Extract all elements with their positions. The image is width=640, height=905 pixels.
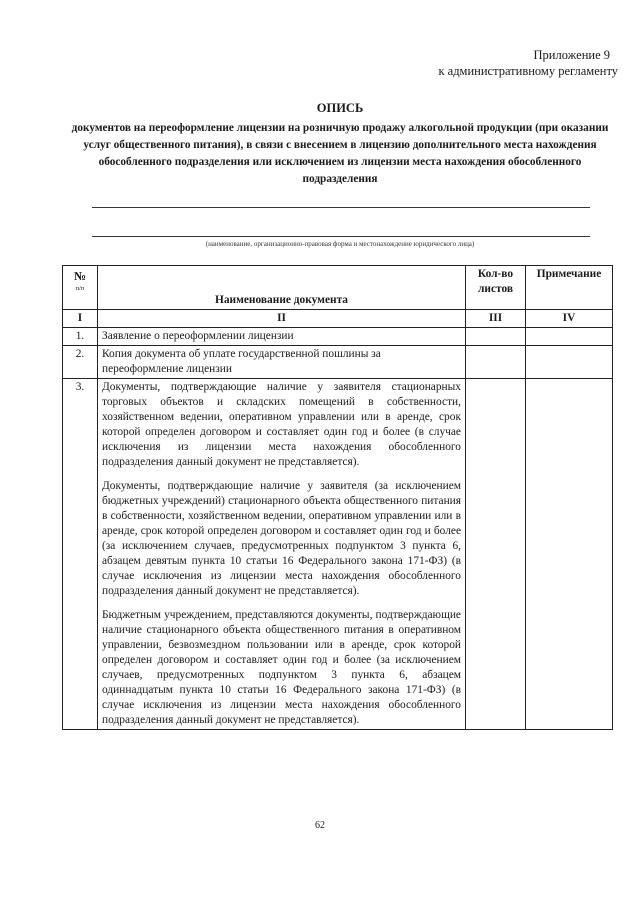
applicant-caption: (наименование, организационно-правовая форма и местонахождение юридического лица) [205, 240, 475, 248]
table-header-row [63, 266, 613, 310]
header-note: Примечание [526, 266, 613, 310]
header-document-name: Наименование документа [98, 266, 466, 310]
header-number-sub: п/п [75, 285, 85, 292]
row-note[interactable] [526, 346, 613, 379]
row-document-name [98, 346, 466, 379]
roman-col-3: III [466, 310, 526, 328]
roman-col-4: IV [526, 310, 613, 328]
header-sheet-count: Кол-во листов [466, 266, 526, 310]
row-paragraph: Бюджетным учреждением, представляются документы, подтверждающие наличие стационарного объекта общественного питания в оперативном управлении, безвозмездном пользовании или в аренде, срок которой определен договором и составляет один год и более (за исключением случаев, предусмотренных подпунктом 3 пункта 6, абзацем одиннадцатым пункта 10 статьи 16 Федерального закона 171-ФЗ) (в случае исключения из лицензии места нахождения обособленного подразделения данный документ не представляется). [102, 609, 461, 726]
table-row [63, 346, 613, 379]
appendix-line-2: к административному регламенту [438, 64, 618, 78]
row-sheet-count[interactable] [466, 379, 526, 730]
document-subtitle: документов на переоформление лицензии на розничную продажу алкогольной продукции (при оказании услуг общественного питания), в связи с внесением в лицензию дополнительного места нахождения обособленного подразделения или исключением из лицензии места нахождения обособленного подразделения [71, 122, 609, 185]
appendix-line-1: Приложение 9 [533, 48, 610, 62]
row-paragraph: Документы, подтверждающие наличие у заявителя (за исключением бюджетных учреждений) стационарного объекта общественного питания в собственности, хозяйственном ведении, оперативном управлении или в аренде, срок которой определен договором и составляет один год и более (за исключением случаев, предусмотренных подпунктом 3 пункта 6, абзацем девятым пункта 10 статьи 16 Федерального закона 171-ФЗ) (в случае исключения из лицензии места нахождения обособленного подразделения данный документ не представляется). [102, 480, 461, 597]
row-number: 2. [63, 346, 98, 379]
row-sheet-count[interactable] [466, 346, 526, 379]
header-number [63, 266, 98, 310]
row-paragraph: Документы, подтверждающие наличие у заявителя стационарных торговых объектов и складских помещений в собственности, хозяйственном ведении, оперативном управлении или в аренде, срок которой определен договором и составляет один год и более (в случае исключения из лицензии места нахождения обособленного подразделения данный документ не представляется). [102, 381, 461, 468]
roman-numeral-row [63, 310, 613, 328]
table-row [63, 328, 613, 346]
row-number: 3. [63, 379, 98, 730]
row-note[interactable] [526, 379, 613, 730]
row-paragraph: Копия документа об уплате государственной пошлины за переоформление лицензии [102, 348, 381, 375]
table-row [63, 379, 613, 730]
roman-col-2: II [98, 310, 466, 328]
row-note[interactable] [526, 328, 613, 346]
applicant-line-2 [92, 236, 590, 237]
row-document-name [98, 379, 466, 730]
page-number: 62 [315, 820, 325, 831]
row-document-name [98, 328, 466, 346]
row-paragraph: Заявление о переоформлении лицензии [102, 330, 294, 342]
header-number-symbol: № [73, 269, 87, 283]
appendix-note [438, 47, 618, 79]
applicant-line-1 [92, 207, 590, 208]
row-number: 1. [63, 328, 98, 346]
row-sheet-count[interactable] [466, 328, 526, 346]
documents-table [62, 265, 613, 730]
document-title: ОПИСЬ [316, 101, 364, 115]
roman-col-1: I [63, 310, 98, 328]
